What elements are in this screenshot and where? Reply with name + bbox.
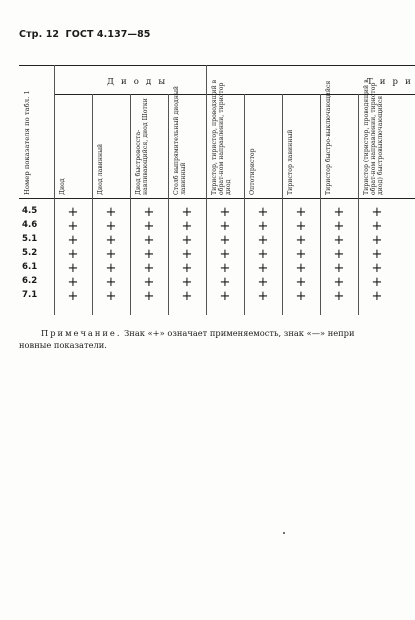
table-cell: + (333, 233, 345, 248)
table-cell: + (143, 219, 155, 234)
table-cell: + (143, 261, 155, 276)
table-cell: + (295, 247, 307, 262)
table-cell: + (67, 275, 79, 290)
table-cell: + (181, 247, 193, 262)
table-cell: + (105, 205, 117, 220)
table-cell: + (333, 289, 345, 304)
table-cell: + (105, 261, 117, 276)
table-cell: + (219, 219, 231, 234)
table-cell: + (105, 233, 117, 248)
table-top-rule (19, 65, 415, 66)
table-cell: + (371, 247, 383, 262)
note-line-1 (19, 327, 415, 339)
table-cell: + (181, 205, 193, 220)
table-cell: + (181, 233, 193, 248)
row-label-6-1: 6.1 (22, 262, 38, 272)
table-cell: + (371, 289, 383, 304)
applicability-table (19, 65, 415, 315)
table-cell: + (295, 275, 307, 290)
column-header-rectifier-stack: Столб выпрямительный диодный лавинный (173, 85, 188, 195)
table-cell: + (219, 261, 231, 276)
index-column-header: Номер показателя по табл. 1 (23, 90, 31, 195)
column-header-optothyristor: Оптотиристор (249, 148, 256, 195)
table-cell: + (257, 275, 269, 290)
table-cell: + (257, 233, 269, 248)
table-cell: + (257, 261, 269, 276)
table-cell: + (181, 289, 193, 304)
table-cell: + (257, 205, 269, 220)
table-cell: + (333, 219, 345, 234)
table-cell: + (219, 247, 231, 262)
table-cell: + (143, 205, 155, 220)
row-label-5-2: 5.2 (22, 248, 38, 258)
table-cell: + (295, 219, 307, 234)
table-cell: + (67, 205, 79, 220)
note-text: Знак «+» означает применяемость, знак «—» непри (124, 328, 355, 338)
table-cell: + (143, 289, 155, 304)
table-cell: + (181, 219, 193, 234)
table-cell: + (295, 289, 307, 304)
table-cell: + (371, 219, 383, 234)
column-header-fast-switching-thyristor: Тиристор быстро-выключающийся (325, 80, 332, 195)
group-label-thyristors: Т и р и (367, 77, 413, 87)
table-cell: + (295, 233, 307, 248)
row-label-4-5: 4.5 (22, 206, 38, 216)
table-cell: + (181, 275, 193, 290)
page-header (19, 29, 154, 40)
table-cell: + (219, 205, 231, 220)
table-cell: + (257, 289, 269, 304)
page-number: Стр. 12 (19, 29, 60, 40)
table-cell: + (295, 205, 307, 220)
note-lead: Примечание. (41, 328, 122, 338)
table-cell: + (333, 275, 345, 290)
table-cell: + (67, 289, 79, 304)
row-label-6-2: 6.2 (22, 276, 38, 286)
table-cell: + (219, 275, 231, 290)
table-cell: + (67, 233, 79, 248)
column-header-fast-switching-thyristor-group: Тиристор (тиристор, проводящий в обрат-ном направлении, тиристор диод) быстровыключающийся (363, 79, 385, 195)
table-note (19, 327, 415, 351)
table-cell: + (371, 261, 383, 276)
table-cell: + (371, 233, 383, 248)
table-cell: + (257, 219, 269, 234)
table-cell: + (67, 261, 79, 276)
table-cell: + (181, 261, 193, 276)
print-speck (283, 532, 285, 534)
table-cell: + (257, 247, 269, 262)
column-header-avalanche-diode: Диод лавинный (97, 143, 104, 195)
table-cell: + (333, 205, 345, 220)
column-header-fast-recovery-diode: Диод быстровосста-навливающийся, диод Шотки (135, 98, 150, 195)
column-header-diode: Диод (59, 178, 66, 195)
table-cell: + (295, 261, 307, 276)
table-cell: + (219, 233, 231, 248)
table-cell: + (143, 275, 155, 290)
note-line-2: новные показатели. (19, 340, 107, 350)
table-cell: + (333, 247, 345, 262)
header-bottom-rule (19, 198, 415, 199)
table-cell: + (105, 275, 117, 290)
table-cell: + (67, 219, 79, 234)
table-cell: + (105, 219, 117, 234)
table-cell: + (105, 247, 117, 262)
table-cell: + (371, 275, 383, 290)
table-cell: + (219, 289, 231, 304)
row-label-7-1: 7.1 (22, 290, 38, 300)
table-cell: + (67, 247, 79, 262)
column-header-thyristor: Тиристор, тиристор, проводящий в обрат-ном направлении, тиристор диод (211, 79, 233, 195)
table-cell: + (333, 261, 345, 276)
table-cell: + (143, 247, 155, 262)
group-label-diodes: Д и о д ы (107, 77, 168, 87)
row-label-4-6: 4.6 (22, 220, 38, 230)
table-cell: + (371, 205, 383, 220)
column-header-avalanche-thyristor: Тиристор лавинный (287, 129, 294, 195)
table-cell: + (105, 289, 117, 304)
table-cell: + (143, 233, 155, 248)
row-label-5-1: 5.1 (22, 234, 38, 244)
standard-code: ГОСТ 4.137—85 (65, 29, 151, 40)
